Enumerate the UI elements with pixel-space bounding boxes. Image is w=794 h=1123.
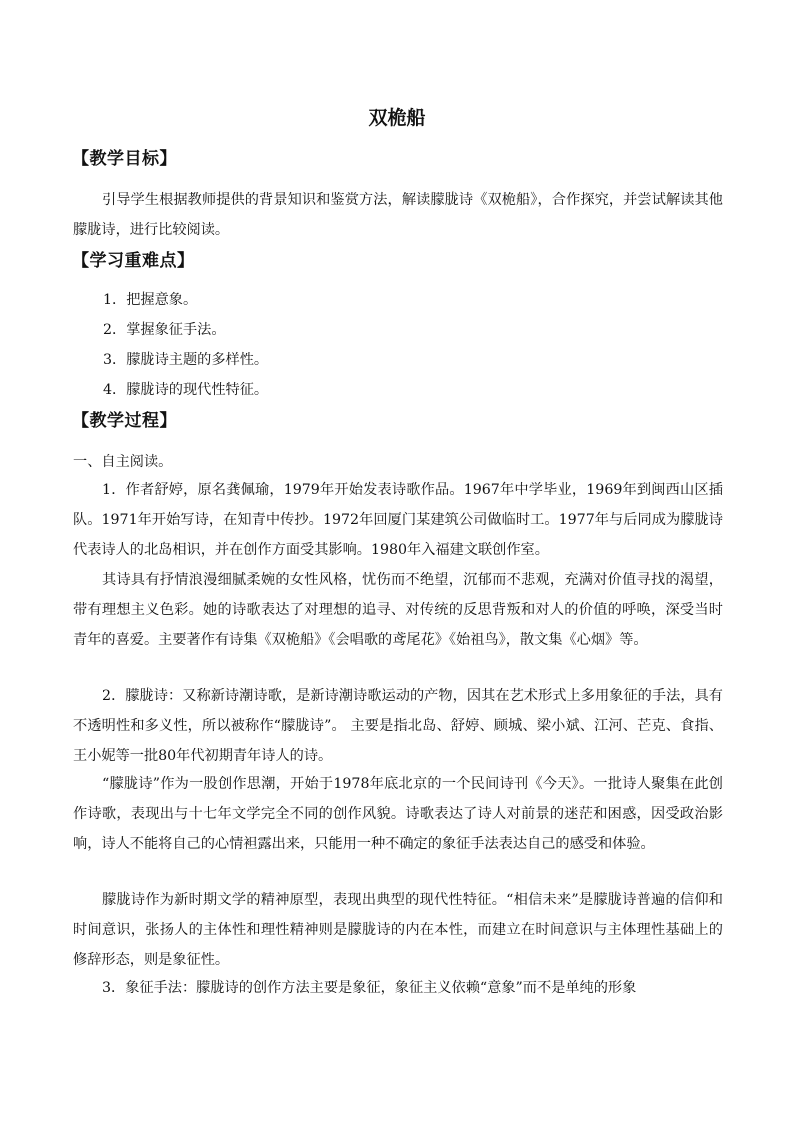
style-paragraph: 其诗具有抒情浪漫细腻柔婉的女性风格，忧伤而不绝望，沉郁而不悲观，充满对价值寻找的渴望，带有理想主义色彩。她的诗歌表达了对理想的追寻、对传统的反思背叛和对人的价值的呼唤，深受当时青年的喜爱。主要著作有诗集《双桅船》《会唱歌的鸢尾花》《始祖鸟》，散文集《心烟》等。 [73,572,723,648]
key-point-item: 2．掌握象征手法。 [103,322,226,338]
goals-paragraph: 引导学生根据教师提供的背景知识和鉴赏方法，解读朦胧诗《双桅船》，合作探究，并尝试解读其他朦胧诗，进行比较阅读。 [73,192,723,238]
key-point-item: 4．朦胧诗的现代性特征。 [103,382,269,398]
heading-key-points: 【学习重难点】 [72,251,195,271]
modernity-paragraph: 朦胧诗作为新时期文学的精神原型，表现出典型的现代性特征。“相信未来”是朦胧诗普遍的信仰和时间意识，张扬人的主体性和理性精神则是朦胧诗的内在本性，而建立在时间意识与主体理性基础上的修辞形态，则是象征性。 [73,892,723,968]
subsection-self-reading: 一、自主阅读。 [73,454,173,470]
misty-poetry-paragraph: 2．朦胧诗：又称新诗潮诗歌，是新诗潮诗歌运动的产物，因其在艺术形式上多用象征的手法，具有不透明性和多义性，所以被称作“朦胧诗”。 主要是指北岛、舒婷、顾城、梁小斌、江河、芒克、食指、王小妮等一批80年代初期青年诗人的诗。 [73,688,723,764]
author-paragraph: 1．作者舒婷，原名龚佩瑜，1979年开始发表诗歌作品。1967年中学毕业，1969年到闽西山区插队。1971年开始写诗，在知青中传抄。1972年回厦门某建筑公司做临时工。1977年与后同成为朦胧诗代表诗人的北岛相识，并在创作方面受其影响。1980年入福建文联创作室。 [73,482,723,558]
key-point-item: 1．把握意象。 [103,292,198,308]
heading-teaching-process: 【教学过程】 [72,411,177,431]
heading-teaching-goals: 【教学目标】 [72,149,177,169]
movement-paragraph: “朦胧诗”作为一股创作思潮，开始于1978年底北京的一个民间诗刊《今天》。一批诗人聚集在此创作诗歌，表现出与十七年文学完全不同的创作风貌。诗歌表达了诗人对前景的迷茫和困惑，因受政治影响，诗人不能将自己的心情袒露出来，只能用一种不确定的象征手法表达自己的感受和体验。 [73,776,723,852]
document-title: 双桅船 [368,107,426,129]
key-point-item: 3．朦胧诗主题的多样性。 [103,352,269,368]
symbolism-paragraph: 3．象征手法：朦胧诗的创作方法主要是象征，象征主义依赖“意象”而不是单纯的形象 [102,980,637,996]
